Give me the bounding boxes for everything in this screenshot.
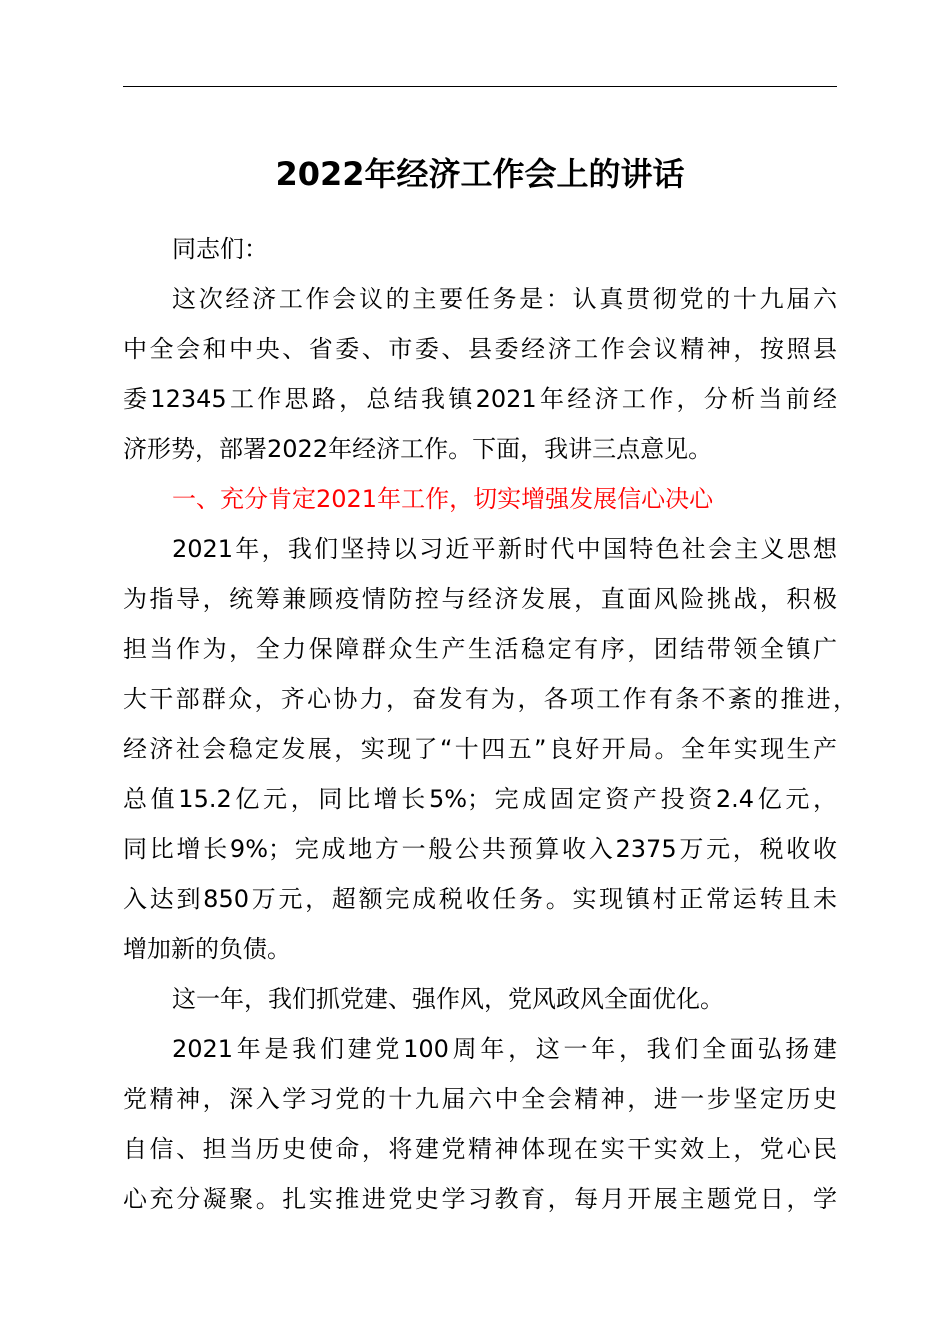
paragraph-line: 中全会和中央、省委、市委、县委经济工作会议精神，按照县 — [123, 335, 837, 363]
header-rule — [123, 86, 837, 87]
paragraph-line: 2021年是我们建党100周年，这一年，我们全面弘扬建 — [172, 1035, 837, 1063]
document-title: 2022年经济工作会上的讲话 — [275, 155, 685, 193]
paragraph-line: 心充分凝聚。扎实推进党史学习教育，每月开展主题党日，学 — [123, 1185, 837, 1213]
paragraph-line: 委12345工作思路，总结我镇2021年经济工作，分析当前经 — [123, 385, 837, 413]
paragraph-line: 同比增长9%；完成地方一般公共预算收入2375万元，税收收 — [123, 835, 837, 863]
paragraph-line: 经济社会稳定发展，实现了“十四五”良好开局。全年实现生产 — [123, 735, 837, 763]
document-body — [123, 224, 857, 1224]
paragraph-line: 这一年，我们抓党建、强作风，党风政风全面优化。 — [172, 985, 724, 1013]
paragraph-line: 担当作为，全力保障群众生产生活稳定有序，团结带领全镇广 — [123, 635, 837, 663]
paragraph-line: 这次经济工作会议的主要任务是：认真贯彻党的十九届六 — [172, 285, 837, 313]
section-heading: 一、充分肯定2021年工作，切实增强发展信心决心 — [172, 485, 714, 513]
paragraph-line: 增加新的负债。 — [123, 935, 291, 963]
paragraph-line: 入达到850万元，超额完成税收任务。实现镇村正常运转且未 — [123, 885, 837, 913]
paragraph-line: 济形势，部署2022年经济工作。下面，我讲三点意见。 — [123, 435, 713, 463]
paragraph-line: 总值15.2亿元，同比增长5%；完成固定资产投资2.4亿元， — [123, 785, 837, 813]
salutation: 同志们： — [172, 235, 268, 263]
paragraph-line: 党精神，深入学习党的十九届六中全会精神，进一步坚定历史 — [123, 1085, 837, 1113]
paragraph-line: 2021年，我们坚持以习近平新时代中国特色社会主义思想 — [172, 535, 837, 563]
paragraph-line: 大干部群众，齐心协力，奋发有为，各项工作有条不紊的推进， — [123, 685, 857, 713]
paragraph-line: 自信、担当历史使命，将建党精神体现在实干实效上，党心民 — [123, 1135, 837, 1163]
paragraph-line: 为指导，统筹兼顾疫情防控与经济发展，直面风险挑战，积极 — [123, 585, 837, 613]
